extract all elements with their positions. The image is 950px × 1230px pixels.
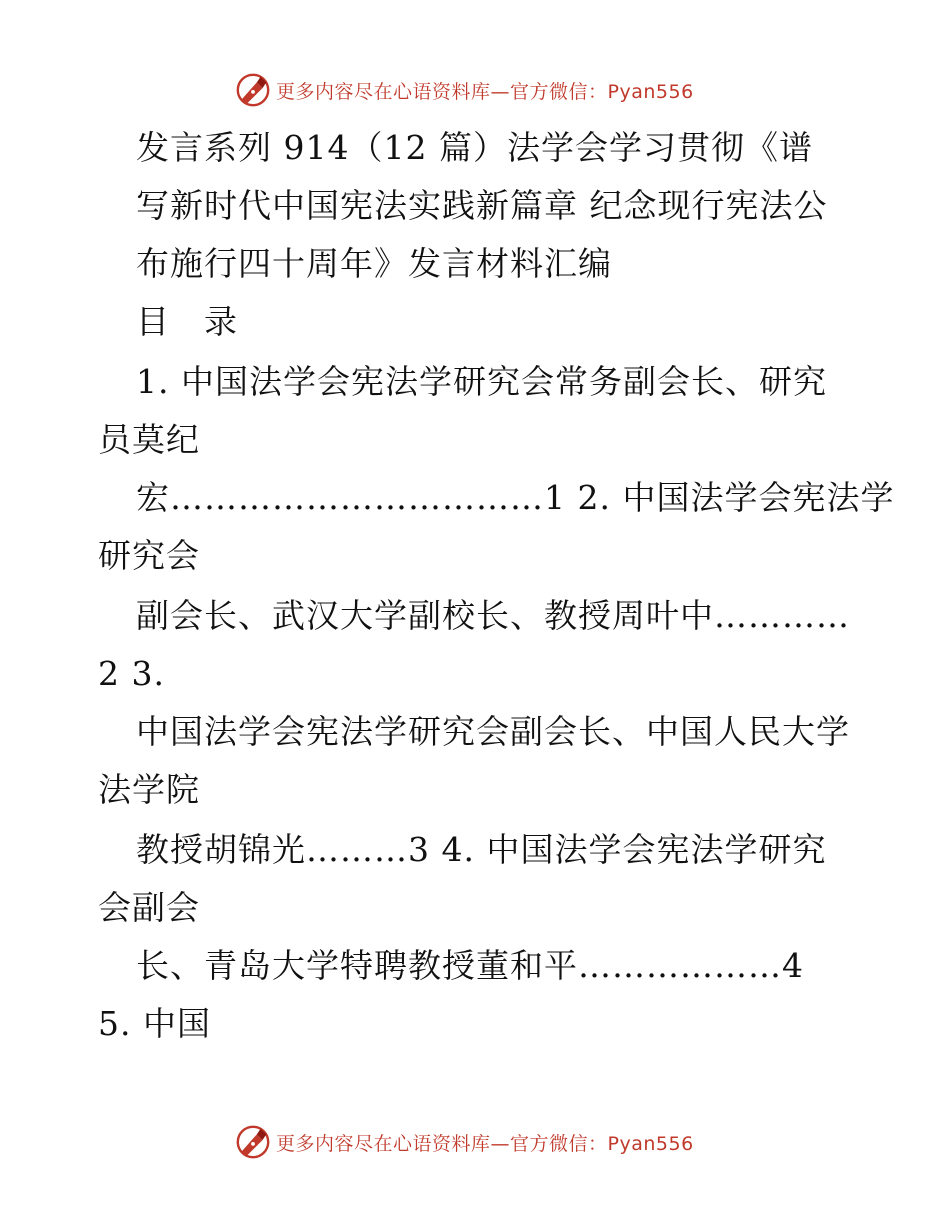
title-line-1: 发言系列 914（12 篇）法学会学习贯彻《谱: [136, 128, 813, 167]
toc-line: 1. 中国法学会宪法学研究会常务副会长、研究: [136, 362, 827, 401]
toc-line: 宏……………………………1 2. 中国法学会宪法学: [136, 478, 895, 517]
toc-line: 2 3.: [98, 654, 165, 693]
watermark-text: 更多内容尽在心语资料库—官方微信：Pyan556: [276, 1132, 694, 1155]
footer-watermark: [234, 1122, 694, 1162]
toc-line: 中国法学会宪法学研究会副会长、中国人民大学: [136, 712, 850, 751]
toc-line: 教授胡锦光………3 4. 中国法学会宪法学研究: [136, 830, 827, 869]
toc-line: 会副会: [98, 888, 200, 927]
title-line-3: 布施行四十周年》发言材料汇编: [136, 244, 612, 283]
toc-line: 副会长、武汉大学副校长、教授周叶中…………: [136, 596, 850, 635]
watermark-text: 更多内容尽在心语资料库—官方微信：Pyan556: [276, 80, 694, 103]
header-watermark: [234, 70, 694, 110]
pen-nib-logo-icon: [234, 71, 272, 109]
toc-heading: 目 录: [136, 302, 238, 341]
pen-nib-logo-icon: [234, 1123, 272, 1161]
toc-line: 长、青岛大学特聘教授董和平………………4: [136, 946, 804, 985]
title-line-2: 写新时代中国宪法实践新篇章 纪念现行宪法公: [136, 186, 828, 225]
toc-line: 法学院: [98, 770, 200, 809]
toc-line: 研究会: [98, 536, 200, 575]
toc-line: 5. 中国: [98, 1004, 211, 1043]
toc-line: 员莫纪: [98, 420, 200, 459]
